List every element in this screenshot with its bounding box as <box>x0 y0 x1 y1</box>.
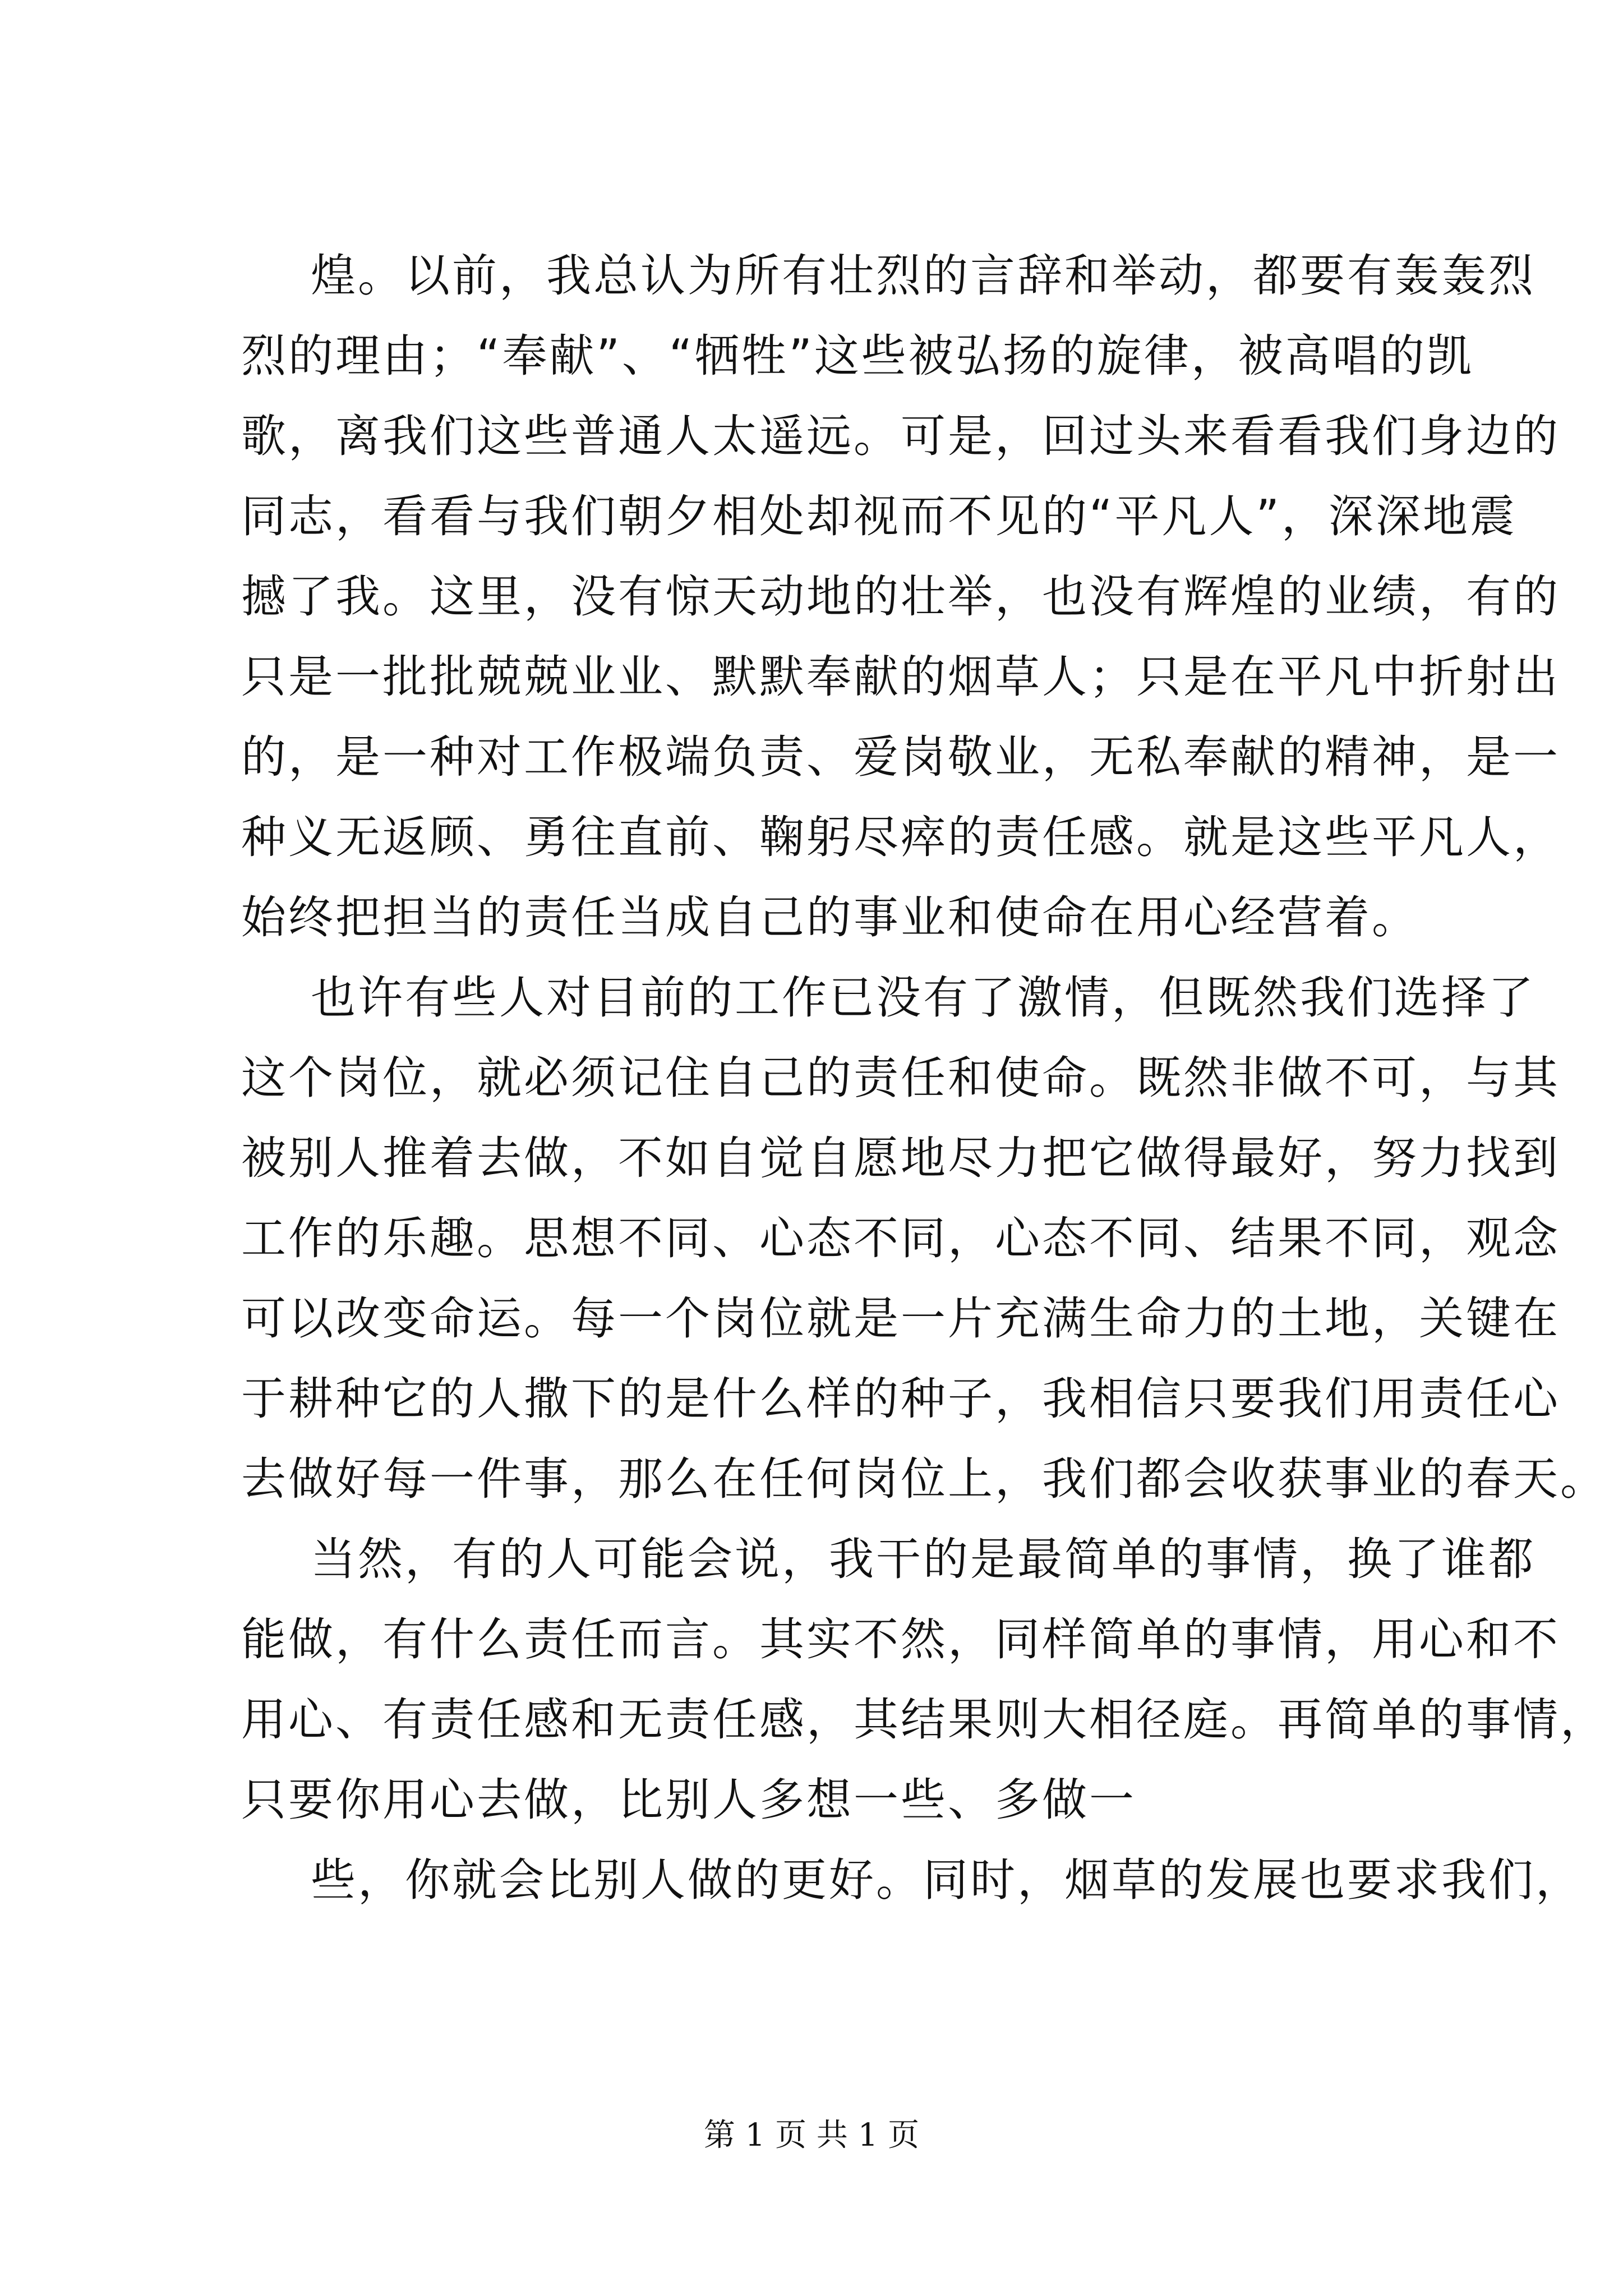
body-text <box>241 236 1607 1920</box>
text-line: 始终把担当的责任当成自己的事业和使命在用心经营着。 <box>241 891 1419 944</box>
text-line: 这个岗位，就必须记住自己的责任和使命。既然非做不可，与其 <box>241 1052 1560 1104</box>
text-line: 能做，有什么责任而言。其实不然，同样简单的事情，用心和不 <box>241 1613 1560 1665</box>
text-line: 的，是一种对工作极端负责、爱岗敬业，无私奉献的精神，是一 <box>241 731 1560 783</box>
text-line: 被别人推着去做，不如自觉自愿地尽力把它做得最好，努力找到 <box>241 1132 1560 1184</box>
text-line: 当然，有的人可能会说，我干的是最简单的事情，换了谁都 <box>311 1533 1536 1585</box>
text-line: 煌。以前，我总认为所有壮烈的言辞和举动，都要有轰轰烈 <box>311 250 1536 302</box>
text-line: 只要你用心去做，比别人多想一些、多做一 <box>241 1774 1136 1826</box>
text-line: 去做好每一件事，那么在任何岗位上，我们都会收获事业的春天。 <box>241 1453 1607 1505</box>
text-line: 些，你就会比别人做的更好。同时，烟草的发展也要求我们， <box>311 1854 1583 1906</box>
text-line: 烈的理由；“奉献”、“牺牲”这些被弘扬的旋律，被高唱的凯 <box>241 330 1474 382</box>
text-line: 只是一批批兢兢业业、默默奉献的烟草人；只是在平凡中折射出 <box>241 651 1560 703</box>
text-line: 于耕种它的人撒下的是什么样的种子，我相信只要我们用责任心 <box>241 1373 1560 1425</box>
page-footer: 第 1 页 共 1 页 <box>703 2117 920 2154</box>
text-line: 种义无返顾、勇往直前、鞠躬尽瘁的责任感。就是这些平凡人， <box>241 811 1560 863</box>
text-line: 歌，离我们这些普通人太遥远。可是，回过头来看看我们身边的 <box>241 410 1560 462</box>
text-line: 撼了我。这里，没有惊天动地的壮举，也没有辉煌的业绩，有的 <box>241 570 1560 623</box>
text-line: 可以改变命运。每一个岗位就是一片充满生命力的土地，关键在 <box>241 1292 1560 1345</box>
text-line: 同志，看看与我们朝夕相处却视而不见的“平凡人”，深深地震 <box>241 490 1517 542</box>
text-line: 也许有些人对目前的工作已没有了激情，但既然我们选择了 <box>311 972 1536 1024</box>
text-line: 工作的乐趣。思想不同、心态不同，心态不同、结果不同，观念 <box>241 1212 1560 1264</box>
text-line: 用心、有责任感和无责任感，其结果则大相径庭。再简单的事情， <box>241 1694 1607 1746</box>
